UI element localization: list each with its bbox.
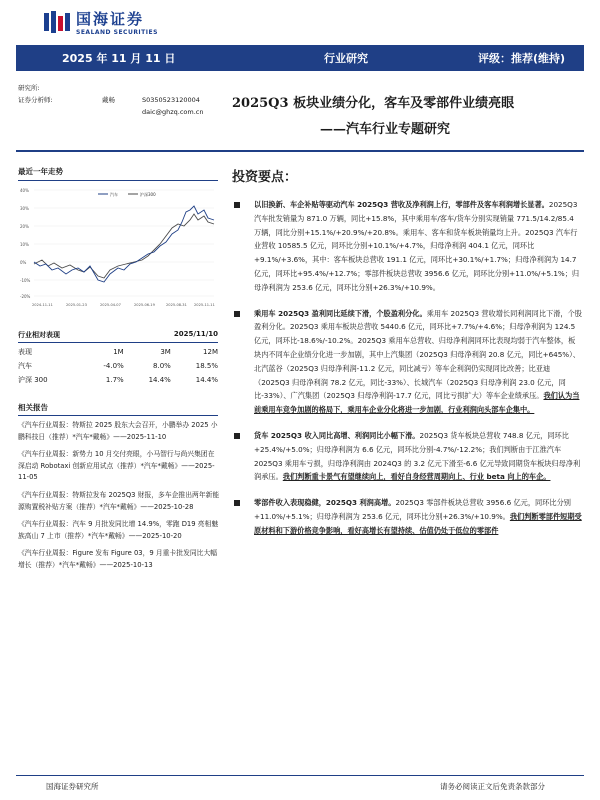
logo-cn: 国海证券 <box>76 10 145 28</box>
report-rating: 评级：推荐(维持) <box>478 52 566 65</box>
bullet-square-icon <box>234 202 240 208</box>
y-tick: 30% <box>20 206 29 211</box>
related-reports-list <box>18 420 220 578</box>
y-tick: 10% <box>20 242 29 247</box>
analyst-info <box>18 82 203 118</box>
performance-header <box>18 330 218 343</box>
analyst-email[interactable]: daic@ghzq.com.cn <box>142 108 204 116</box>
x-tick: 2025-11-11 <box>194 303 215 307</box>
bullet-square-icon <box>234 433 240 439</box>
key-point-lead: 零部件收入表现稳健，2025Q3 利润高增。 <box>254 498 396 508</box>
table-cell: 8.0% <box>153 362 171 370</box>
performance-table <box>18 345 218 387</box>
logo-en: SEALAND SECURITIES <box>76 29 158 36</box>
footer-institute: 国海证券研究所 <box>46 782 99 791</box>
key-point <box>232 307 582 417</box>
trend-section <box>18 166 218 181</box>
key-point <box>232 496 582 537</box>
footer-disclaimer: 请务必阅读正文后免责条款部分 <box>440 782 545 791</box>
key-point-body: 2025Q3 汽车批发销量为 871.0 万辆，同比+15.8%，其中乘用车/客车/货车分别实现销量 771.5/14.2/85.4 万辆，同比分别+15.1%/+20.9%/+20.8%。乘用车、客车和货车板块销量均上升。2025Q3 汽车行业营收 10585.5 亿元，同环比分别+10.1%/+4.7%，归母净利润 404.1 亿元，同环比+9.1%/+3.6%，其中：客车板块总营收 191.1 亿元，同环比+30.1%/+1.7%；归母净利润为 14.7 亿元，同环比+95.4%/+12.7%；零部件板块总营收 3956.6 亿元，同环比分别+11.0%/+5.1%；归母净利润为 253.6 亿元，同环比分别+26.3%/+10.9%。 <box>254 200 580 292</box>
related-report-link[interactable]: 《汽车行业周报：汽车 9 月批发同比增 14.9%，零跑 D19 亮相魅族高山 7 上市（推荐）*汽车*戴畅》——2025-10-20 <box>18 520 219 540</box>
table-cell: 14.4% <box>148 376 171 384</box>
y-tick: -20% <box>20 294 31 299</box>
key-point-lead: 以旧换新、车企补贴等驱动汽车 2025Q3 营收及净利润上行，零部件及客车利润增长显著。 <box>254 200 549 209</box>
table-cell: 3M <box>160 348 171 356</box>
institute-label: 研究所: <box>18 84 40 92</box>
table-cell: 12M <box>203 348 218 356</box>
series-hs300-line <box>34 214 214 278</box>
key-point-conclusion: 我们判断重卡景气有望继续向上，看好自身经营周期向上、行业 beta 向上的车企。 <box>282 472 551 482</box>
key-points-body <box>232 198 582 550</box>
related-heading: 相关报告 <box>18 402 218 416</box>
report-type: 行业研究 <box>324 52 368 65</box>
table-header-row <box>18 345 218 359</box>
x-tick: 2025-01-23 <box>66 303 87 307</box>
y-tick: 0% <box>20 260 27 265</box>
key-points-heading: 投资要点： <box>232 170 298 185</box>
footer-divider <box>16 775 584 776</box>
table-row <box>18 373 218 387</box>
x-tick: 2025-08-31 <box>166 303 187 307</box>
report-title: 2025Q3 板块业绩分化，客车及零部件业绩亮眼 <box>232 96 515 111</box>
key-point-lead: 乘用车 2025Q3 盈利同比延续下滑，个股盈利分化。 <box>254 308 427 318</box>
x-tick: 2024-11-11 <box>32 303 53 307</box>
performance-heading: 行业相对表现 <box>18 331 60 339</box>
table-cell: 1M <box>113 348 124 356</box>
key-point-body: 乘用车 2025Q3 营收增长同利润同比下滑，个股盈利分化。2025Q3 乘用车板块总营收 5440.6 亿元，同环比+7.7%/+4.6%；归母净利润为 124.5 亿元，同环比-18.6%/-10.2%。2025Q3 乘用车总营收、归母净利润同环比表现均弱于汽车整体，板块内不同车企业绩分化进一步加剧，其中上汽集团（2025Q3 归母净利润 20.8 亿元，同比+645%）、北汽蓝谷（2025Q3 归母净利润-11.2 亿元，同比减亏）等车企利润仍实现同比改善；比亚迪（2025Q3 归母净利润 78.2 亿元，同比-33%）、长城汽车（2025Q3 归母净利润 23.0 亿元，同比-33%）、广汽集团（2025Q3 归母净利润-17.7 亿元，同比亏损扩大）等车企业绩承压。 <box>254 308 582 401</box>
related-report-link[interactable]: 《汽车行业周报：Figure 发布 Figure 03，9 月重卡批发同比大幅增长（推荐）*汽车*戴畅》——2025-10-13 <box>18 549 218 569</box>
y-tick: 20% <box>20 224 29 229</box>
company-logo <box>44 8 158 36</box>
table-row <box>18 359 218 373</box>
legend-hs300: 沪深300 <box>140 192 156 197</box>
key-point-body: 2025Q3 货车板块总营收 748.8 亿元，同环比+25.4%/+5.0%；归母净利润为 6.6 亿元，同环比分别-4.7%/-12.2%；我们判断由于江淮汽车 2025Q3 乘用车亏损，归母净利润由 2024Q3 的 3.2 亿元下滑至-6.6 亿元导致同期货车板块归母净利润承压。 <box>254 430 581 482</box>
table-cell: 14.4% <box>195 376 218 384</box>
related-report-link[interactable]: 《汽车行业周报：特斯拉发布 2025Q3 财报，多车企推出两年新能源购置税补贴方案（推荐）*汽车*戴畅》——2025-10-28 <box>18 490 220 511</box>
table-cell: -4.0% <box>103 362 124 370</box>
sealand-logo-icon <box>44 11 70 33</box>
report-subtitle: ——汽车行业专题研究 <box>320 122 451 137</box>
table-cell: 汽车 <box>18 362 32 370</box>
y-tick: -10% <box>20 278 31 283</box>
key-point-lead: 货车 2025Q3 收入同比高增、利润同比小幅下滑。 <box>254 430 420 440</box>
key-point-conclusion: 我们认为当前乘用车竞争加剧的格局下，乘用车企业分化将进一步加剧，行业利润向头部车企集中。 <box>254 391 580 415</box>
bullet-square-icon <box>234 500 240 506</box>
table-cell: 沪深 300 <box>18 376 48 384</box>
key-point <box>232 429 582 484</box>
key-point-body: 2025Q3 零部件板块总营收 3956.6 亿元，同环比分别+11.0%/+5.1%；归母净利润为 253.6 亿元，同环比分别+26.3%/+10.9%。 <box>254 498 571 521</box>
trend-chart-svg <box>18 180 218 310</box>
related-report-link[interactable]: 《汽车行业周报：新势力 10 月交付亮眼，小马智行与尚兴集团在深启动 Robotaxi 创新应用试点（推荐）*汽车*戴畅》——2025-11-05 <box>18 450 215 482</box>
y-tick: 40% <box>20 188 29 193</box>
table-cell: 1.7% <box>105 376 124 384</box>
title-divider <box>16 150 584 152</box>
trend-heading: 最近一年走势 <box>18 167 63 176</box>
bullet-square-icon <box>234 311 240 317</box>
x-tick: 2025-04-07 <box>100 303 121 307</box>
performance-date: 2025/11/10 <box>173 330 218 338</box>
trend-chart <box>18 180 218 310</box>
analyst-name: 戴畅 <box>102 96 115 104</box>
header-banner <box>16 45 584 71</box>
legend-auto: 汽车 <box>110 192 118 197</box>
report-date: 2025 年 11 月 11 日 <box>62 52 176 65</box>
analyst-label: 证券分析师: <box>18 96 53 104</box>
analyst-license: S0350523120004 <box>142 96 200 104</box>
table-cell: 表现 <box>18 348 32 356</box>
table-cell: 18.5% <box>195 362 218 370</box>
related-report-link[interactable]: 《汽车行业周报：特斯拉 2025 股东大会召开，小鹏举办 2025 小鹏科技日（推荐）*汽车*戴畅》——2025-11-10 <box>18 421 218 441</box>
key-point <box>232 198 582 295</box>
x-tick: 2025-06-19 <box>134 303 155 307</box>
key-point-conclusion: 我们判断零部件短期受原材料和下游价格竞争影响，看好高增长有望持续、估值仍处于低位的零部件 <box>254 511 582 535</box>
